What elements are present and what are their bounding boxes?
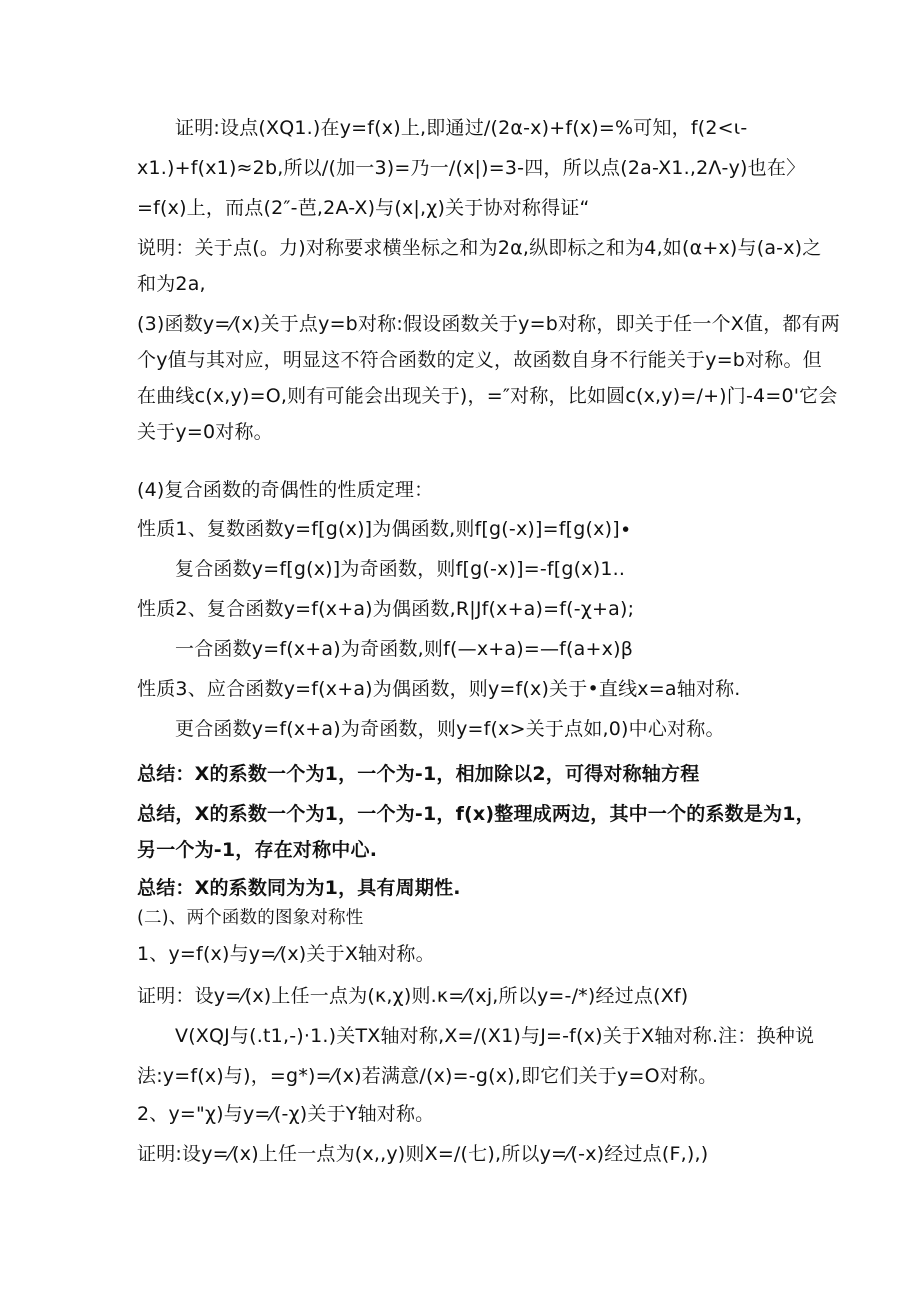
item3-line-2: 个y值与其对应，明显这不符合函数的定义，故函数自身不行能关于y=b对称。但 [137, 349, 822, 371]
summary-3: 总结：X的系数同为为1，具有周期性. [137, 877, 461, 899]
s2-proof1-line-1: 证明：设y=⁄(x)上任一点为(κ,χ)则.κ=⁄(xj,所以y=-/*)经过点(Xf) [137, 985, 689, 1007]
prop1-line-1: 性质1、复数函数y=f[g(x)]为偶函数,则f[g(-x)]=f[g(x)]∙ [137, 518, 632, 540]
proof-line-2: x1.)+f(x1)≈2b,所以/(加一3)=乃一/(x|)=3-四，所以点(2a-X1.,2Λ-y)也在〉 [137, 157, 806, 179]
s2-proof2-line-1: 证明:设y=⁄(x)上任一点为(x,,y)则X=/(七),所以y=⁄(-x)经过点(F,),) [137, 1143, 709, 1165]
section-2-heading: (二)、两个函数的图象对称性 [137, 908, 364, 928]
item3-line-3: 在曲线c(x,y)=O,则有可能会出现关于)，=″对称，比如圆c(x,y)=/+)门-4=0'它会 [137, 385, 838, 407]
prop1-line-2: 复合函数y=f[g(x)]为奇函数，则f[g(-x)]=-f[g(x)1.. [175, 558, 626, 580]
proof-line-3: =f(x)上，而点(2″-芭,2A-X)与(x|,χ)关于协对称得证“ [137, 197, 590, 219]
item3-line-1: (3)函数y=⁄(x)关于点y=b对称:假设函数关于y=b对称，即关于任一个X值，都有两 [137, 313, 840, 335]
prop3-line-2: 更合函数y=f(x+a)为奇函数，则y=f(x>关于点如,0)中心对称。 [175, 718, 725, 740]
s2-item1: 1、y=f(x)与y=⁄(x)关于X轴对称。 [137, 943, 435, 965]
s2-item2: 2、y="χ)与y=⁄(-χ)关于Y轴对称。 [137, 1103, 435, 1125]
item4-heading: (4)复合函数的奇偶性的性质定理： [137, 479, 434, 501]
s2-proof1-line-2: V(XQJ与(.t1,-)·1.)关TX轴对称,X=/(X1)与J=-f(x)关于X轴对称.注：换种说 [175, 1025, 815, 1047]
summary-2-line-2: 另一个为-1，存在对称中心. [137, 839, 378, 861]
note-line-1: 说明：关于点(。力)对称要求横坐标之和为2α,纵即标之和为4,如(α+x)与(a-x)之 [137, 237, 822, 259]
item3-line-4: 关于y=0对称。 [137, 421, 273, 443]
summary-1: 总结：X的系数一个为1，一个为-1，相加除以2，可得对称轴方程 [137, 763, 700, 785]
note-line-2: 和为2a, [137, 273, 206, 295]
s2-proof1-line-3: 法:y=f(x)与)，=g*)=⁄(x)若满意/(x)=-g(x),即它们关于y=O对称。 [137, 1065, 718, 1087]
prop2-line-2: 一合函数y=f(x+a)为奇函数,则f(—x+a)=—f(a+x)β [175, 638, 634, 660]
prop3-line-1: 性质3、应合函数y=f(x+a)为偶函数，则y=f(x)关于•直线x=a轴对称. [137, 678, 741, 700]
summary-2-line-1: 总结，X的系数一个为1，一个为-1，f(x)整理成两边，其中一个的系数是为1， [137, 803, 815, 825]
proof-line-1: 证明:设点(XQ1.)在y=f(x)上,即通过/(2α-x)+f(x)=%可知，f(2<ι- [175, 117, 748, 139]
prop2-line-1: 性质2、复合函数y=f(x+a)为偶函数,R|Jf(x+a)=f(-χ+a); [137, 598, 635, 620]
